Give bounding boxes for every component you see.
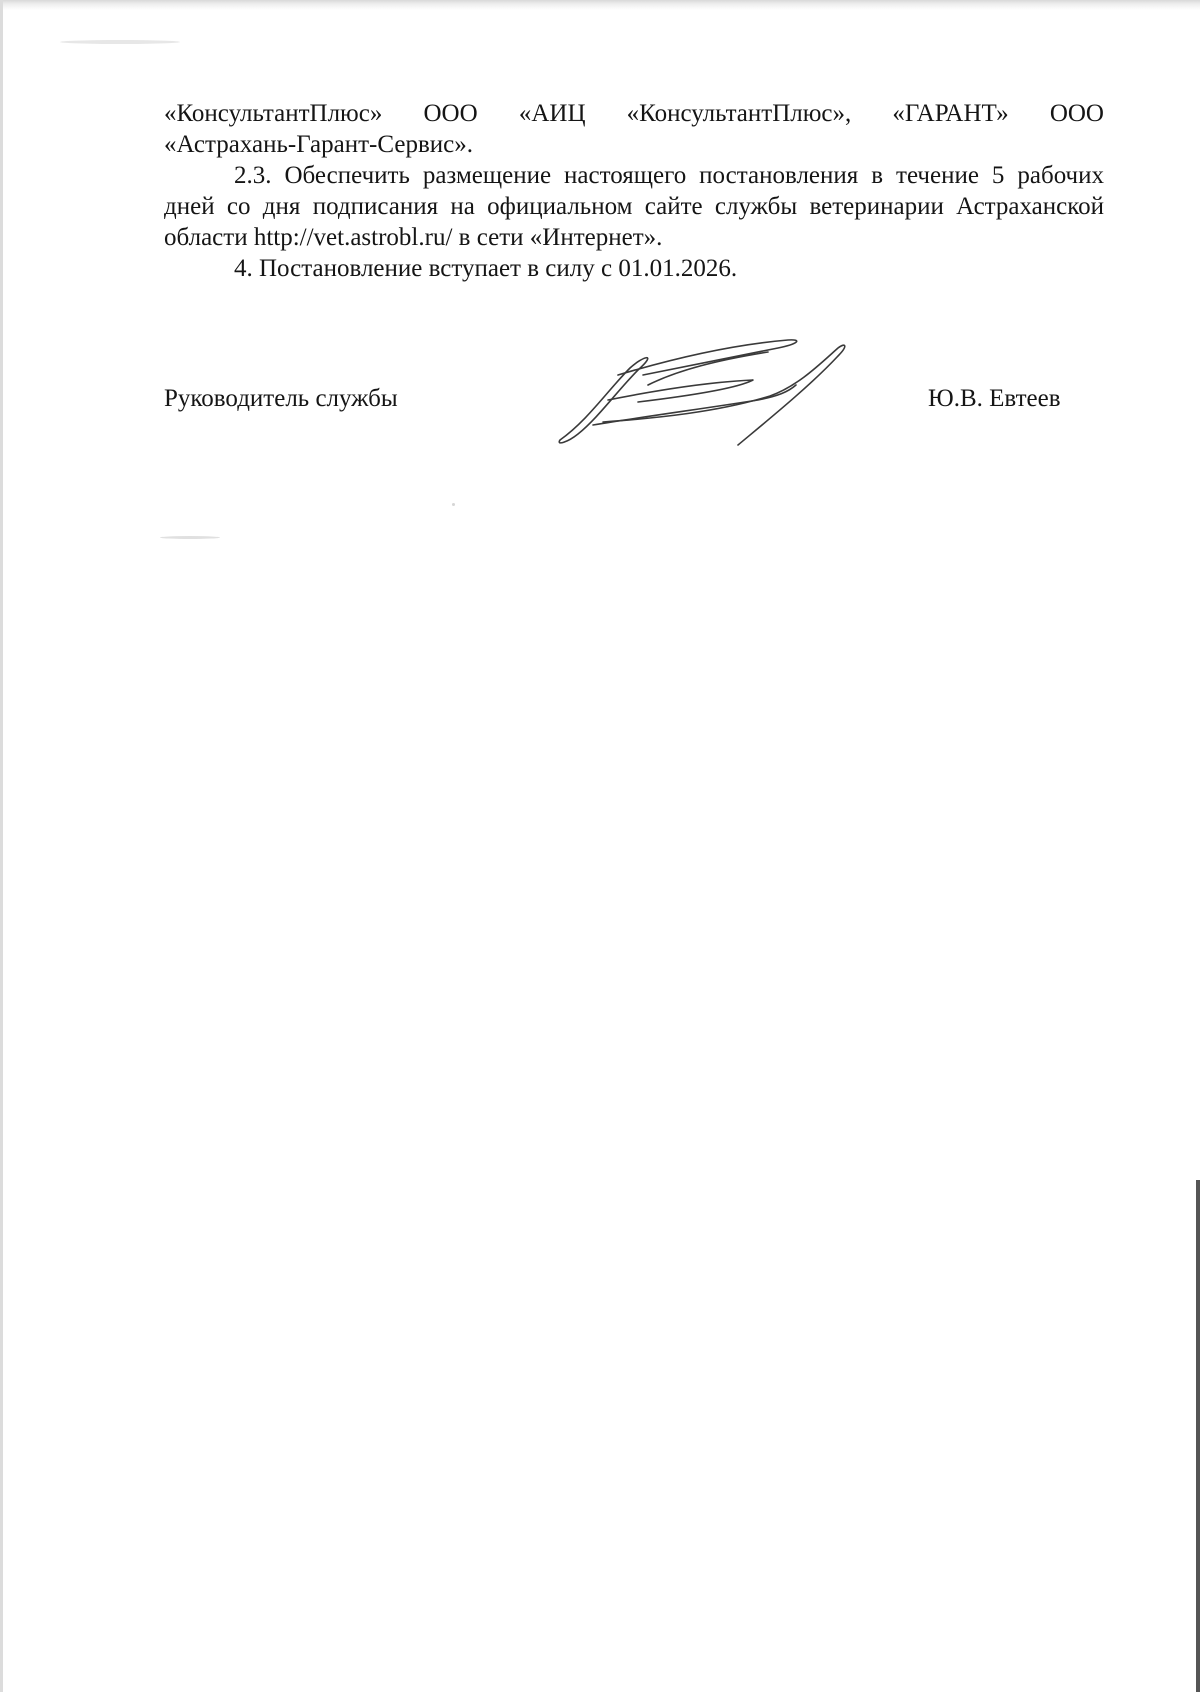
signatory-title: Руководитель службы — [164, 385, 398, 412]
paragraph-2-3: 2.3. Обеспечить размещение настоящего постановления в течение 5 рабочих дней со дня подписания на официальном сайте службы ветеринарии Астраханской области http://vet.astrobl.ru/ в сети «Интернет». — [164, 162, 1104, 251]
scan-speck — [60, 40, 180, 44]
text-line-2: «Астрахань-Гарант-Сервис». — [164, 131, 473, 158]
scan-right-edge — [1196, 1180, 1200, 1692]
text-line-1: «КонсультантПлюс» ООО «АИЦ «КонсультантПлюс», «ГАРАНТ» ООО — [164, 100, 1104, 127]
scan-left-edge — [0, 0, 3, 1692]
scan-speck — [452, 503, 455, 506]
signatory-name: Ю.В. Евтеев — [928, 385, 1061, 412]
body-text — [164, 98, 1104, 284]
scan-speck — [160, 536, 220, 539]
scan-top-artifact — [0, 0, 1200, 10]
paragraph-4: 4. Постановление вступает в силу с 01.01.2026. — [234, 255, 738, 282]
handwritten-signature — [548, 330, 868, 450]
